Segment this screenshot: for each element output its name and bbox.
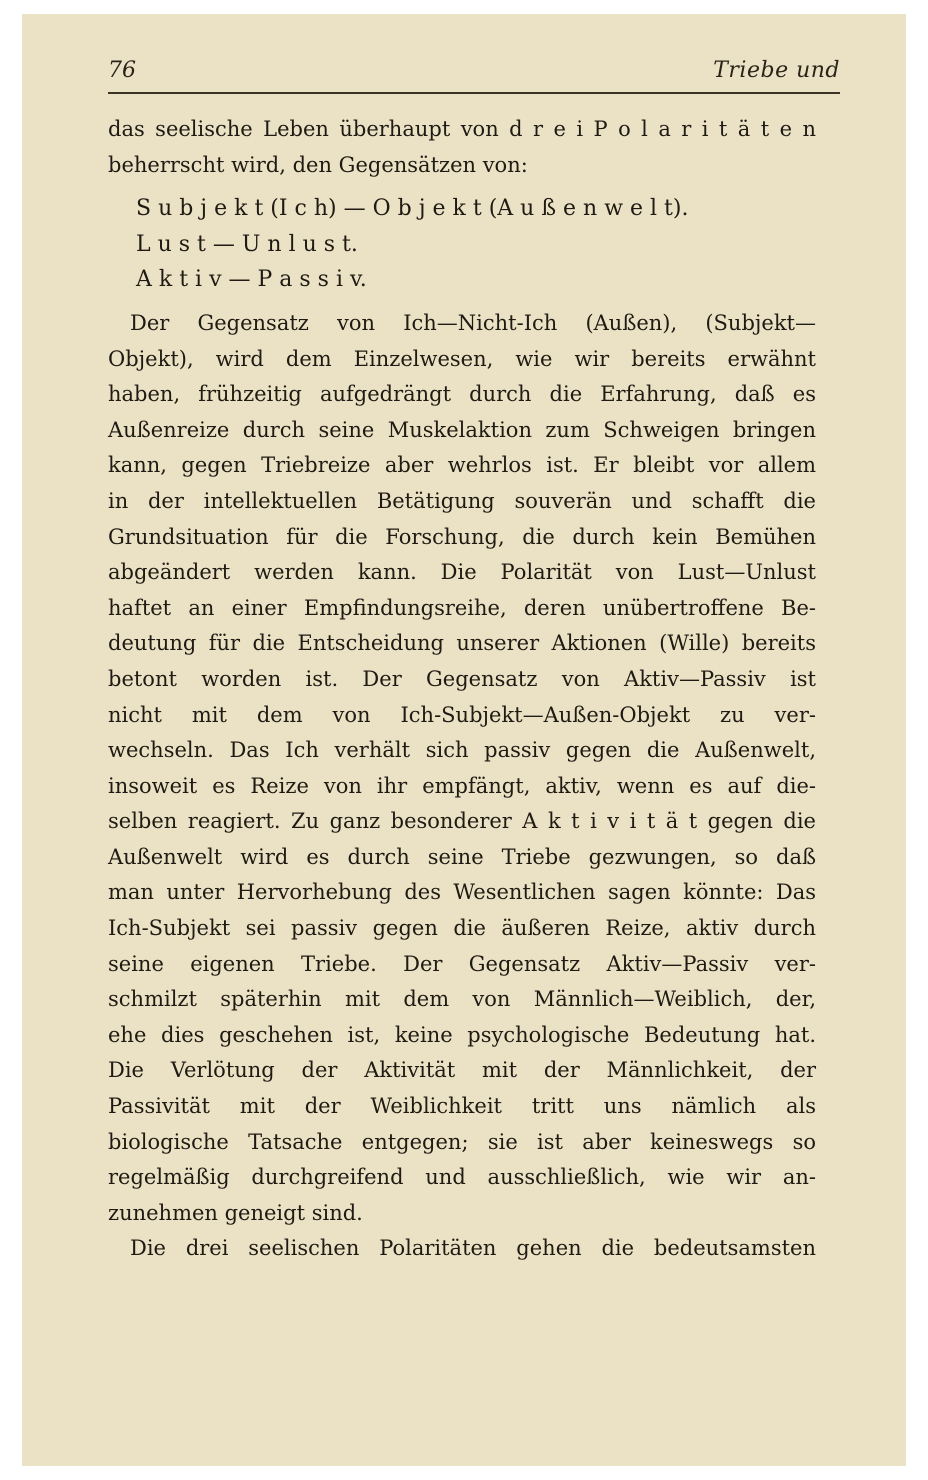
- text-line: abgeändert werden kann. Die Polarität von Lust—Unlust: [108, 560, 816, 585]
- text-line: Grundsituation für die Forschung, die durch kein Bemühen: [108, 524, 816, 549]
- text-line: selben reagiert. Zu ganz besonderer A k t i v i t ä t gegen die: [108, 809, 816, 834]
- text-line: nicht mit dem von Ich-Subjekt—Außen-Objekt zu ver-: [108, 702, 816, 727]
- text-line: insoweit es Reize von ihr empfängt, aktiv, wenn es auf die-: [108, 773, 816, 798]
- text-line: wechseln. Das Ich verhält sich passiv gegen die Außenwelt,: [108, 738, 816, 763]
- text-line: haben, frühzeitig aufgedrängt durch die Erfahrung, daß es: [108, 382, 816, 407]
- text-line: Die Verlötung der Aktivität mit der Männlichkeit, der: [108, 1058, 816, 1083]
- text-line: ehe dies geschehen ist, keine psychologische Bedeutung hat.: [108, 1022, 816, 1047]
- text-line: deutung für die Entscheidung unserer Aktionen (Wille) bereits: [108, 631, 816, 656]
- text-line: man unter Hervorhebung des Wesentlichen sagen könnte: Das: [108, 880, 816, 905]
- running-head: [108, 58, 840, 92]
- text-line: regelmäßig durchgreifend und ausschließlich, wie wir an-: [108, 1165, 816, 1190]
- text-line: Außenwelt wird es durch seine Triebe gezwungen, so daß: [108, 844, 816, 869]
- header-rule: [108, 92, 840, 94]
- text-line: kann, gegen Triebreize aber wehrlos ist. Er bleibt vor allem: [108, 453, 816, 478]
- text-line: zunehmen geneigt sind.: [108, 1200, 363, 1225]
- text-line: betont worden ist. Der Gegensatz von Aktiv—Passiv ist: [108, 666, 816, 691]
- text-line: seine eigenen Triebe. Der Gegensatz Aktiv—Passiv ver-: [108, 951, 816, 976]
- text-line: das seelische Leben überhaupt von d r e i P o l a r i t ä t e n: [108, 117, 816, 141]
- text-line: schmilzt späterhin mit dem von Männlich—Weiblich, der,: [108, 987, 816, 1012]
- text-line: beherrscht wird, den Gegensätzen von:: [108, 152, 528, 177]
- text-line: Objekt), wird dem Einzelwesen, wie wir bereits erwähnt: [108, 346, 816, 371]
- text-line: biologische Tatsache entgegen; sie ist aber keineswegs so: [108, 1129, 816, 1154]
- text-line: in der intellektuellen Betätigung souverän und schafft die: [108, 488, 816, 513]
- text-line: Die drei seelischen Polaritäten gehen die bedeutsamsten: [130, 1236, 816, 1261]
- page-number: 76: [108, 58, 136, 83]
- text-line: Außenreize durch seine Muskelaktion zum Schweigen bringen: [108, 417, 816, 442]
- page-body: [108, 112, 816, 1267]
- running-title: Triebe und: [713, 58, 840, 83]
- text-line: Ich-Subjekt sei passiv gegen die äußeren Reize, aktiv durch: [108, 916, 816, 941]
- text-line: Passivität mit der Weiblichkeit tritt uns nämlich als: [108, 1094, 816, 1119]
- polarity-subject-object: S u b j e k t (I c h) — O b j e k t (A u ß e n w e l t).: [136, 196, 689, 222]
- polarity-lust-unlust: L u s t — U n l u s t.: [136, 231, 358, 257]
- text-line: Der Gegensatz von Ich—Nicht-Ich (Außen), (Subjekt—: [130, 310, 816, 335]
- polarity-aktiv-passiv: A k t i v — P a s s i v.: [136, 267, 367, 293]
- text-line: haftet an einer Empfindungsreihe, deren unübertroffene Be-: [108, 595, 816, 620]
